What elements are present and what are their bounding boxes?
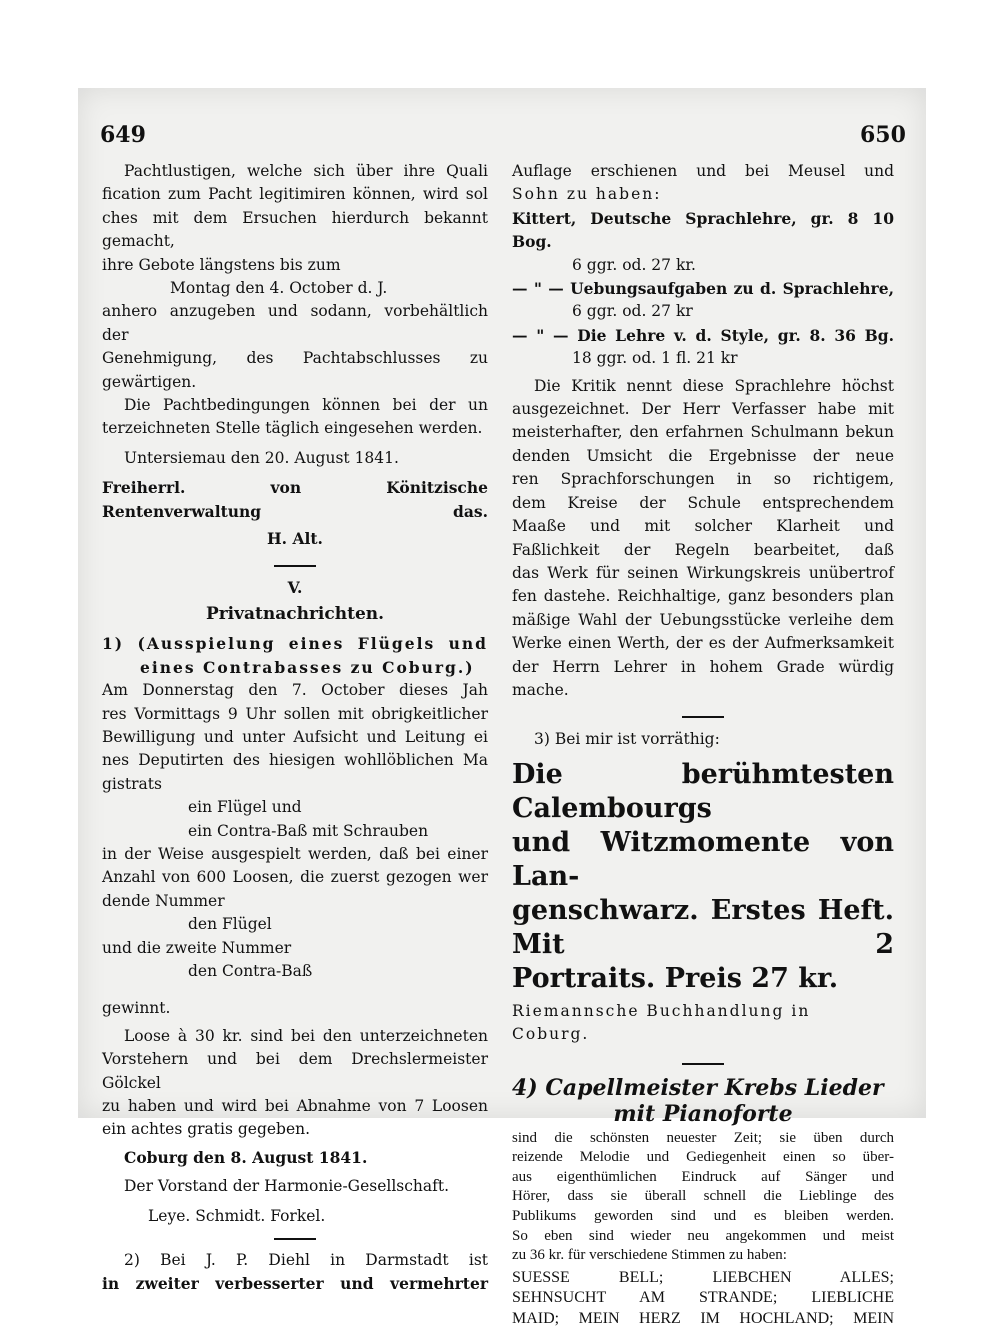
text-line: Genehmigung, des Pachtabschlusses zu gewärtigen. — [102, 349, 488, 391]
text-line: Pachtlustigen, welche sich über ihre Quali — [124, 162, 488, 180]
text-line: Portraits. Preis 27 kr. — [512, 962, 839, 994]
auflage-intro — [512, 160, 894, 207]
item2 — [102, 1249, 488, 1296]
text-line: anhero anzugeben und sodann, vorbehältlich der — [102, 302, 488, 344]
items-list — [102, 796, 488, 843]
text-line: Loose à 30 kr. sind bei den unterzeichneten — [124, 1026, 488, 1045]
text-line: aus eigenthümlichen Eindruck auf Sänger und — [512, 1168, 894, 1185]
right-page-number: 650 — [860, 122, 906, 148]
date-line: Montag den 4. October d. J. — [170, 279, 388, 298]
prize-second: den Contra-Baß — [188, 962, 313, 980]
text-line: mit Pianoforte — [613, 1100, 793, 1127]
text-line: Werke einen Werth, der es der Aufmerksamkeit — [512, 634, 894, 653]
list-item: ein Contra-Baß mit Schrauben — [188, 821, 429, 840]
body-paragraph — [102, 300, 488, 440]
text-line: Sohn zu haben: — [512, 185, 662, 204]
item1-body — [102, 679, 488, 796]
item1-continued — [102, 843, 488, 913]
book-title: — " — Die Lehre v. d. Style, gr. 8. 36 Bg. — [512, 325, 894, 345]
text-line: dende Nummer — [102, 891, 225, 910]
right-column — [512, 160, 894, 1329]
book-price: 18 ggr. od. 1 fl. 21 kr — [572, 349, 738, 368]
text-line: in der Weise ausgespielt werden, daß bei einer — [102, 844, 488, 863]
text-line: fen dastehe. Reichhaltige, ganz besonders plan — [512, 587, 894, 606]
text-line: in zweiter verbesserter und vermehrter — [102, 1274, 488, 1294]
item4-body — [512, 1129, 894, 1266]
coburg-date: Coburg den 8. August 1841. — [124, 1147, 368, 1167]
text-line: das Werk für seinen Wirkungskreis unübertrof — [512, 563, 894, 582]
text-line: Vorstehern und bei dem Drechslermeister Gölckel — [102, 1050, 488, 1092]
text-line: 2) Bei J. P. Diehl in Darmstadt ist — [124, 1251, 488, 1270]
text-line: denden Umsicht die Ergebnisse der neue — [512, 446, 894, 465]
prize-first: den Flügel — [188, 915, 272, 934]
lots-paragraph — [102, 1025, 488, 1142]
text-line: res Vormittags 9 Uhr sollen mit obrigkeitlicher — [102, 704, 488, 723]
book-title: — " — Uebungsaufgaben zu d. Sprachlehre, — [512, 279, 894, 299]
text-line: Auflage erschienen und bei Meusel und — [512, 162, 894, 180]
book-price: 6 ggr. od. 27 kr — [572, 302, 693, 321]
text-line: ren Sprachforschungen in so richtigem, — [512, 470, 894, 489]
text-line: SUESSE BELL; LIEBCHEN ALLES; — [512, 1268, 894, 1286]
book-title: Kittert, Deutsche Sprachlehre, gr. 8 10 Bog. — [512, 208, 894, 252]
text-line: Hörer, dass sie überall schnell die Lieblinge des — [512, 1188, 894, 1205]
prize-connector: und die zweite Nummer — [102, 938, 292, 957]
text-line: gistrats — [102, 774, 162, 793]
text-line: Publikums geworden sind und es bleiben werden. — [512, 1207, 894, 1224]
text-line: terzeichneten Stelle täglich eingesehen werden. — [102, 419, 483, 438]
text-line: eines Contrabasses zu Coburg.) — [140, 657, 475, 677]
text-line: zu haben und wird bei Abnahme von 7 Loosen — [102, 1097, 488, 1116]
book-entry — [512, 324, 894, 371]
item3-seller: Riemannsche Buchhandlung in Coburg. — [512, 1001, 811, 1044]
item4-title — [512, 1075, 894, 1127]
text-line: Die Kritik nennt diese Sprachlehre höchst — [534, 376, 894, 395]
text-line: zu 36 kr. für verschiedene Stimmen zu haben: — [512, 1247, 787, 1264]
place-date: Untersiemau den 20. August 1841. — [124, 448, 399, 467]
text-line: reizende Melodie und Gediegenheit einen so über- — [512, 1149, 894, 1166]
text-line: dem Kreise der Schule entsprechendem — [512, 493, 894, 512]
text-line: Bewilligung und unter Aufsicht und Leitung ei — [102, 727, 488, 746]
list-item: ein Flügel und — [188, 798, 302, 817]
board: Der Vorstand der Harmonie-Gesellschaft. — [124, 1177, 450, 1196]
divider — [682, 716, 724, 718]
divider — [274, 1238, 316, 1240]
text-line: Anzahl von 600 Loosen, die zuerst gezogen wer — [102, 868, 488, 887]
text-line: SEHNSUCHT AM STRANDE; LIEBLICHE — [512, 1289, 894, 1307]
left-column — [102, 160, 488, 1296]
text-line: Faßlichkeit der Regeln bearbeitet, daß — [512, 540, 894, 559]
text-line: genschwarz. Erstes Heft. Mit 2 — [512, 894, 894, 960]
text-line: meisterhafter, den erfahrnen Schulmann bekun — [512, 423, 894, 442]
divider — [682, 1063, 724, 1065]
text-line: ches mit dem Ersuchen hierdurch bekannt gemacht, — [102, 208, 488, 251]
text-line: sind die schönsten neuester Zeit; sie üben durch — [512, 1129, 894, 1146]
item4-songs — [512, 1268, 894, 1329]
text-line: ausgezeichnet. Der Herr Verfasser habe mit — [512, 400, 894, 419]
text-line: So eben sind wieder neu angekommen und meist — [512, 1227, 894, 1244]
divider — [274, 565, 316, 567]
text-line: der Herrn Lehrer in hohem Grade würdig mache. — [512, 657, 894, 699]
text-line: Am Donnerstag den 7. October dieses Jah — [102, 681, 488, 700]
section-number: V. — [287, 577, 303, 597]
left-page-number: 649 — [100, 122, 146, 148]
text-line: und Witzmomente von Lan- — [512, 826, 894, 892]
book-entry — [512, 207, 894, 277]
item1-heading — [102, 632, 488, 679]
text-line: 4) Capellmeister Krebs Lieder — [512, 1074, 884, 1101]
book-price: 6 ggr. od. 27 kr. — [572, 255, 696, 274]
book-entry — [512, 277, 894, 324]
intro-paragraph — [102, 160, 488, 277]
text-line: MAID; MEIN HERZ IM HOCHLAND; MEIN — [512, 1309, 894, 1327]
authority: Freiherrl. von Könitzische Rentenverwaltung das. — [102, 478, 488, 521]
item3-title — [512, 758, 894, 996]
text-line: nes Deputirten des hiesigen wohllöblichen Ma — [102, 751, 488, 770]
text-line: ihre Gebote längstens bis zum — [102, 255, 341, 274]
signer: H. Alt. — [267, 529, 323, 549]
text-line: Die Pachtbedingungen können bei der un — [124, 396, 488, 415]
text-line: ein achtes gratis gegeben. — [102, 1120, 311, 1139]
text-line: Die berühmtesten Calembourgs — [512, 758, 894, 824]
item3-lead: 3) Bei mir ist vorräthig: — [534, 730, 720, 749]
text-line: mäßige Wahl der Uebungsstücke verleihe dem — [512, 610, 894, 629]
text-line: Maaße und mit solcher Klarheit und — [512, 517, 894, 536]
book-list — [512, 207, 894, 371]
text-line: 1) (Ausspielung eines Flügels und — [102, 634, 488, 654]
review-paragraph — [512, 375, 894, 703]
wins-line: gewinnt. — [102, 999, 171, 1018]
text-line: fication zum Pacht legitimiren können, wird sol — [102, 185, 488, 204]
section-title: Privatnachrichten. — [205, 603, 385, 624]
board-names: Leye. Schmidt. Forkel. — [148, 1206, 326, 1225]
